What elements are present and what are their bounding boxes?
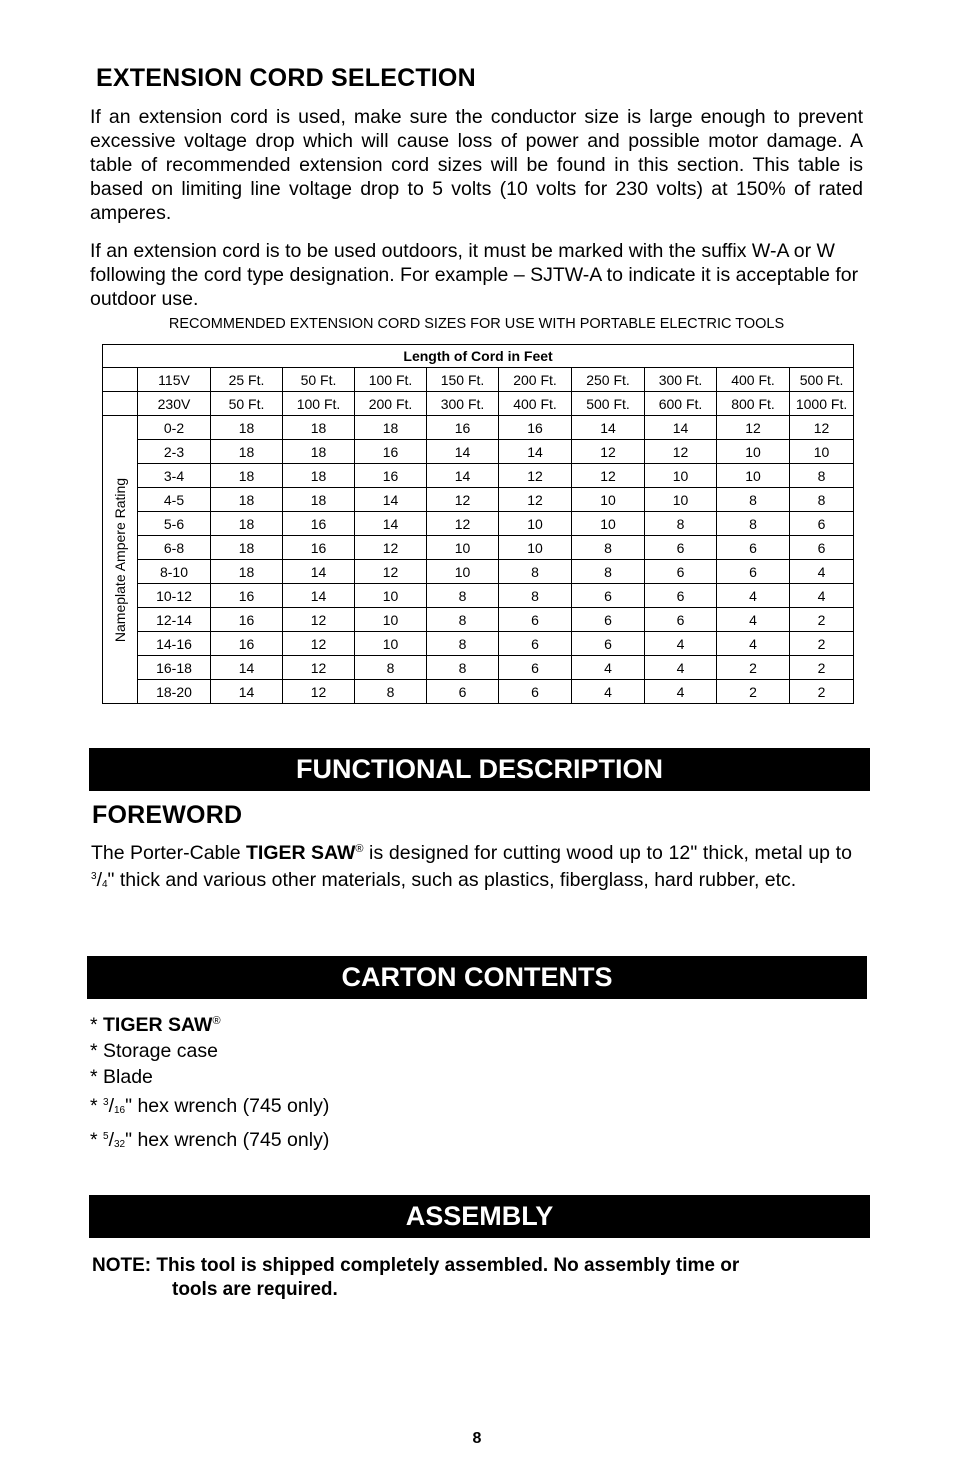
table-cell: 2 (717, 680, 790, 704)
table-cell: 8 (427, 584, 499, 608)
note-label: NOTE: (92, 1255, 152, 1276)
table-cell: 6 (499, 632, 572, 656)
bullet: * (90, 1095, 104, 1117)
table-cell: 200 Ft. (355, 392, 427, 416)
table-cell: 6-8 (138, 536, 211, 560)
table-cell: 14 (283, 584, 355, 608)
table-cell: 18 (283, 464, 355, 488)
note-text-1: This tool is shipped completely assembled. No assembly time or (156, 1255, 740, 1276)
table-cell: 2 (790, 656, 854, 680)
table-cell: 18 (211, 416, 283, 440)
table-cell: 2 (790, 608, 854, 632)
table-cell: 115V (138, 368, 211, 392)
carton-contents-banner: CARTON CONTENTS (87, 956, 867, 999)
table-cell: 5-6 (138, 512, 211, 536)
table-row (103, 584, 854, 608)
table-cell: 8 (790, 488, 854, 512)
table-cell: 6 (790, 536, 854, 560)
table-cell: 12 (790, 416, 854, 440)
table-cell: 8 (427, 656, 499, 680)
table-voltage-row (103, 392, 854, 416)
table-cell: 16-18 (138, 656, 211, 680)
table-row (103, 656, 854, 680)
assembly-note (92, 1254, 852, 1302)
table-cell: 800 Ft. (717, 392, 790, 416)
table-cell: 10 (355, 632, 427, 656)
table-cell: 16 (427, 416, 499, 440)
table-cell: 16 (283, 536, 355, 560)
table-cell: 10 (499, 512, 572, 536)
fraction-numerator: 5 (103, 1131, 109, 1142)
table-cell: 8 (355, 656, 427, 680)
table-cell: 6 (427, 680, 499, 704)
item-brand: TIGER SAW (103, 1014, 213, 1036)
table-cell: 14 (283, 560, 355, 584)
table-cell: 4 (572, 656, 645, 680)
table-cell: 10 (790, 440, 854, 464)
table-cell: 300 Ft. (427, 392, 499, 416)
table-cell: 16 (211, 584, 283, 608)
table-cell: 8 (427, 632, 499, 656)
blank-cell (103, 368, 138, 392)
table-cell: 6 (572, 608, 645, 632)
table-cell: 8 (717, 488, 790, 512)
table-cell: 14-16 (138, 632, 211, 656)
table-cell: 600 Ft. (645, 392, 717, 416)
table-cell: 50 Ft. (283, 368, 355, 392)
table-cell: 250 Ft. (572, 368, 645, 392)
table-cell: 4 (717, 608, 790, 632)
table-cell: 100 Ft. (283, 392, 355, 416)
foreword-heading: FOREWORD (92, 801, 243, 829)
fraction-denominator: 4 (101, 879, 108, 890)
fraction-denominator: 16 (114, 1105, 126, 1116)
table-cell: 1000 Ft. (790, 392, 854, 416)
table-cell: 2 (790, 680, 854, 704)
foreword-paragraph: The Porter-Cable TIGER SAW® is designed for cutting wood up to 12" thick, metal up to $^3/_4$" thick and various other materials, such as plastics, fiberglass, hard rubber, etc. (91, 842, 853, 891)
table-cell: 4-5 (138, 488, 211, 512)
table-cell: 12 (499, 464, 572, 488)
table-cell: 400 Ft. (717, 368, 790, 392)
list-item: * Storage case (90, 1040, 218, 1062)
bullet: * (90, 1129, 104, 1151)
table-cell: 8 (645, 512, 717, 536)
blank-cell (103, 392, 138, 416)
foreword-text-b: is designed for cutting wood up to 12" thick, metal up to (363, 842, 853, 864)
table-cell: 8 (717, 512, 790, 536)
table-cell: 150 Ft. (427, 368, 499, 392)
table-cell: 14 (572, 416, 645, 440)
foreword-text-c: " thick and various other materials, such as plastics, fiberglass, hard rubber, etc. (107, 869, 797, 891)
table-cell: 18-20 (138, 680, 211, 704)
table-cell: 10 (355, 608, 427, 632)
table-cell: 6 (645, 560, 717, 584)
table-cell: 18 (211, 464, 283, 488)
table-cell: 2 (717, 656, 790, 680)
table-cell: 12 (283, 632, 355, 656)
table-cell: 16 (499, 416, 572, 440)
table-cell: 12 (355, 560, 427, 584)
table-row (103, 512, 854, 536)
table-row (103, 464, 854, 488)
table-cell: 10 (572, 488, 645, 512)
carton-contents-list (90, 1008, 590, 1158)
table-cell: 16 (283, 512, 355, 536)
note-line-1 (92, 1254, 852, 1278)
list-item: * Blade (90, 1066, 153, 1088)
table-cell: 200 Ft. (499, 368, 572, 392)
foreword-text-a: The Porter-Cable (91, 842, 246, 864)
table-cell: 16 (211, 632, 283, 656)
table-cell: 400 Ft. (499, 392, 572, 416)
table-cell: 18 (211, 560, 283, 584)
table-cell: 8 (355, 680, 427, 704)
table-cell: 12 (572, 440, 645, 464)
table-cell: 8 (572, 560, 645, 584)
bullet: * (90, 1014, 104, 1036)
table-cell: 14 (645, 416, 717, 440)
table-cell: 8 (499, 560, 572, 584)
registered-mark: ® (355, 843, 364, 855)
table-cell: 14 (427, 440, 499, 464)
table-cell: 14 (499, 440, 572, 464)
table-cell: 14 (211, 680, 283, 704)
table-cell: 14 (355, 512, 427, 536)
table-cell: 12 (645, 440, 717, 464)
table-cell: 0-2 (138, 416, 211, 440)
table-cell: 18 (283, 440, 355, 464)
table-row (103, 416, 854, 440)
table-caption: RECOMMENDED EXTENSION CORD SIZES FOR USE WITH PORTABLE ELECTRIC TOOLS (168, 316, 785, 332)
table-cell: 18 (211, 536, 283, 560)
table-cell: 4 (572, 680, 645, 704)
table-cell: 16 (355, 440, 427, 464)
table-row (103, 632, 854, 656)
table-cell: 12 (355, 536, 427, 560)
table-cell: 6 (499, 656, 572, 680)
table-cell: 8-10 (138, 560, 211, 584)
table-cell: 16 (211, 608, 283, 632)
table-cell: 10 (499, 536, 572, 560)
table-cell: 10 (427, 536, 499, 560)
table-cell: 25 Ft. (211, 368, 283, 392)
table-cell: 8 (572, 536, 645, 560)
table-cell: 4 (645, 656, 717, 680)
table-row (103, 560, 854, 584)
table-cell: 100 Ft. (355, 368, 427, 392)
table-cell: 12 (717, 416, 790, 440)
table-cell: 12 (427, 488, 499, 512)
table-cell: 10-12 (138, 584, 211, 608)
table-cell: 18 (283, 416, 355, 440)
table-cell: 3-4 (138, 464, 211, 488)
table-cell: 6 (645, 608, 717, 632)
table-cell: 8 (499, 584, 572, 608)
table-row (103, 608, 854, 632)
fraction-denominator: 32 (114, 1139, 126, 1150)
table-cell: 10 (572, 512, 645, 536)
table-row (103, 440, 854, 464)
table-cell: 12 (283, 656, 355, 680)
table-cell: 10 (427, 560, 499, 584)
table-cell: 14 (427, 464, 499, 488)
table-cell: 16 (355, 464, 427, 488)
foreword-brand: TIGER SAW (245, 842, 356, 864)
table-header-row (103, 345, 854, 368)
table-cell: 12 (572, 464, 645, 488)
table-header: Length of Cord in Feet (103, 345, 854, 368)
page-number: 8 (472, 1430, 482, 1447)
table-row (103, 536, 854, 560)
table-cell: 10 (355, 584, 427, 608)
table-cell: 18 (211, 512, 283, 536)
table-cell: 6 (499, 608, 572, 632)
item-text: " hex wrench (745 only) (125, 1095, 330, 1117)
table-cell: 4 (717, 632, 790, 656)
table-cell: 18 (211, 488, 283, 512)
table-cell: 18 (355, 416, 427, 440)
table-cell: 4 (790, 584, 854, 608)
table-cell: 6 (499, 680, 572, 704)
table-cell: 50 Ft. (211, 392, 283, 416)
table-cell: 4 (645, 632, 717, 656)
list-item (90, 1008, 590, 1038)
table-cell: 8 (790, 464, 854, 488)
extension-cord-paragraph-2: If an extension cord is to be used outdoors, it must be marked with the suffix W-A or W following the cord type designation. For example – SJTW-A to indicate it is acceptable for outdoor use. (90, 240, 859, 310)
table-cell: 6 (790, 512, 854, 536)
table-cell: 2 (790, 632, 854, 656)
table-cell: 4 (790, 560, 854, 584)
table-cell: 230V (138, 392, 211, 416)
table-row (103, 488, 854, 512)
table-cell: 12 (499, 488, 572, 512)
item-text: " hex wrench (745 only) (125, 1129, 330, 1151)
table-cell: 12-14 (138, 608, 211, 632)
assembly-banner: ASSEMBLY (89, 1195, 870, 1238)
table-cell: 6 (717, 536, 790, 560)
table-row (103, 680, 854, 704)
registered-mark: ® (212, 1015, 221, 1027)
table-cell: 4 (645, 680, 717, 704)
list-item: * $^5/_{32}$" hex wrench (745 only) (90, 1129, 330, 1151)
table-cell: 12 (283, 680, 355, 704)
table-cell: 6 (572, 584, 645, 608)
table-cell: 10 (717, 464, 790, 488)
table-cell: 6 (645, 584, 717, 608)
extension-cord-table (102, 344, 854, 704)
extension-cord-heading: EXTENSION CORD SELECTION (96, 64, 476, 92)
table-cell: 10 (645, 464, 717, 488)
table-cell: 18 (211, 440, 283, 464)
side-label-cell (103, 416, 138, 704)
side-label: Nameplate Ampere Rating (112, 477, 128, 642)
functional-description-banner: FUNCTIONAL DESCRIPTION (89, 748, 870, 791)
table-cell: 12 (283, 608, 355, 632)
table-cell: 2-3 (138, 440, 211, 464)
table-cell: 4 (717, 584, 790, 608)
table-cell: 500 Ft. (790, 368, 854, 392)
list-item: * $^3/_{16}$" hex wrench (745 only) (90, 1095, 330, 1117)
table-cell: 6 (717, 560, 790, 584)
table-cell: 14 (211, 656, 283, 680)
table-cell: 8 (427, 608, 499, 632)
table-cell: 12 (427, 512, 499, 536)
table-cell: 18 (283, 488, 355, 512)
table-voltage-row (103, 368, 854, 392)
table-cell: 6 (572, 632, 645, 656)
table-cell: 10 (717, 440, 790, 464)
table-cell: 300 Ft. (645, 368, 717, 392)
table-cell: 14 (355, 488, 427, 512)
fraction-numerator: 3 (91, 871, 97, 882)
fraction-numerator: 3 (103, 1097, 109, 1108)
table-cell: 500 Ft. (572, 392, 645, 416)
table-cell: 10 (645, 488, 717, 512)
table-cell: 6 (645, 536, 717, 560)
extension-cord-paragraph-1: If an extension cord is used, make sure the conductor size is large enough to prevent excessive voltage drop which will cause loss of power and possible motor damage. A table of recommended extension cord sizes will be found in this section. This table is based on limiting line voltage drop to 5 volts (10 volts for 230 volts) at 150% of rated amperes. (90, 106, 863, 224)
note-line-2: tools are required. (172, 1279, 338, 1300)
